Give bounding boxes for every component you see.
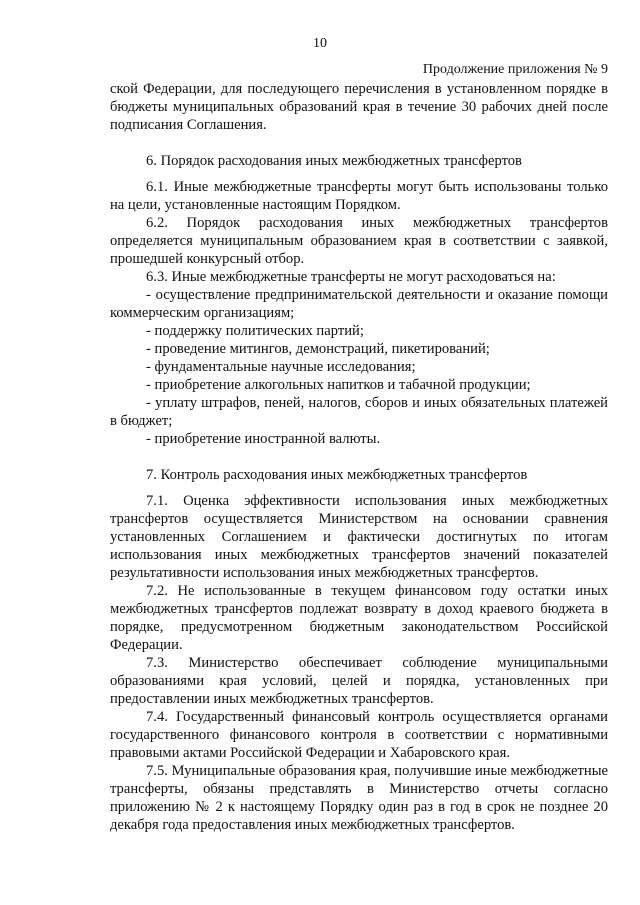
paragraph-7-1: 7.1. Оценка эффективности использования иных межбюджетных трансфертов осуществляется Министерством на основании сравнения установленных Соглашением и фактически достигнутых по итогам использования иных межбюджетных трансфертов значений показателей результативности использования иных межбюджетных трансфертов.	[110, 493, 608, 581]
page-number: 10	[313, 36, 327, 51]
list-item-6-3-4: - фундаментальные научные исследования;	[146, 359, 416, 375]
list-item-6-3-3: - проведение митингов, демонстраций, пикетирований;	[146, 341, 490, 357]
section-7-heading: 7. Контроль расходования иных межбюджетных трансфертов	[146, 467, 528, 483]
list-item-6-3-1: - осуществление предпринимательской деятельности и оказание помощи коммерческим организациям;	[110, 287, 608, 321]
list-item-6-3-5: - приобретение алкогольных напитков и табачной продукции;	[146, 377, 531, 393]
document-body	[110, 80, 608, 834]
list-item-6-3-6: - уплату штрафов, пеней, налогов, сборов и иных обязательных платежей в бюджет;	[110, 395, 608, 429]
intro-paragraph: ской Федерации, для последующего перечисления в установленном порядке в бюджеты муниципальных образований края в течение 30 рабочих дней после подписания Соглашения.	[110, 81, 608, 133]
appendix-continuation-note: Продолжение приложения № 9	[422, 62, 608, 77]
list-item-6-3-2: - поддержку политических партий;	[146, 323, 364, 339]
paragraph-6-1: 6.1. Иные межбюджетные трансферты могут быть использованы только на цели, установленные настоящим Порядком.	[110, 179, 608, 213]
paragraph-7-3: 7.3. Министерство обеспечивает соблюдение муниципальными образованиями края условий, целей и порядка, установленных при предоставлении иных межбюджетных трансфертов.	[110, 655, 608, 707]
section-6-heading: 6. Порядок расходования иных межбюджетных трансфертов	[146, 153, 522, 169]
paragraph-6-3: 6.3. Иные межбюджетные трансферты не могут расходоваться на:	[146, 269, 556, 285]
paragraph-7-2: 7.2. Не использованные в текущем финансовом году остатки иных межбюджетных трансфертов подлежат возврату в доход краевого бюджета в порядке, предусмотренном бюджетным законодательством Российской Федерации.	[110, 583, 608, 653]
paragraph-7-4: 7.4. Государственный финансовый контроль осуществляется органами государственного финансового контроля в соответствии с нормативными правовыми актами Российской Федерации и Хабаровского края.	[110, 709, 608, 761]
list-item-6-3-7: - приобретение иностранной валюты.	[146, 431, 381, 447]
paragraph-6-2: 6.2. Порядок расходования иных межбюджетных трансфертов определяется муниципальным образованием края в соответствии с заявкой, прошедшей конкурсный отбор.	[110, 215, 608, 267]
paragraph-7-5: 7.5. Муниципальные образования края, получившие иные межбюджетные трансферты, обязаны представлять в Министерство отчеты согласно приложению № 2 к настоящему Порядку один раз в год в срок не позднее 20 декабря года предоставления иных межбюджетных трансфертов.	[110, 763, 608, 833]
